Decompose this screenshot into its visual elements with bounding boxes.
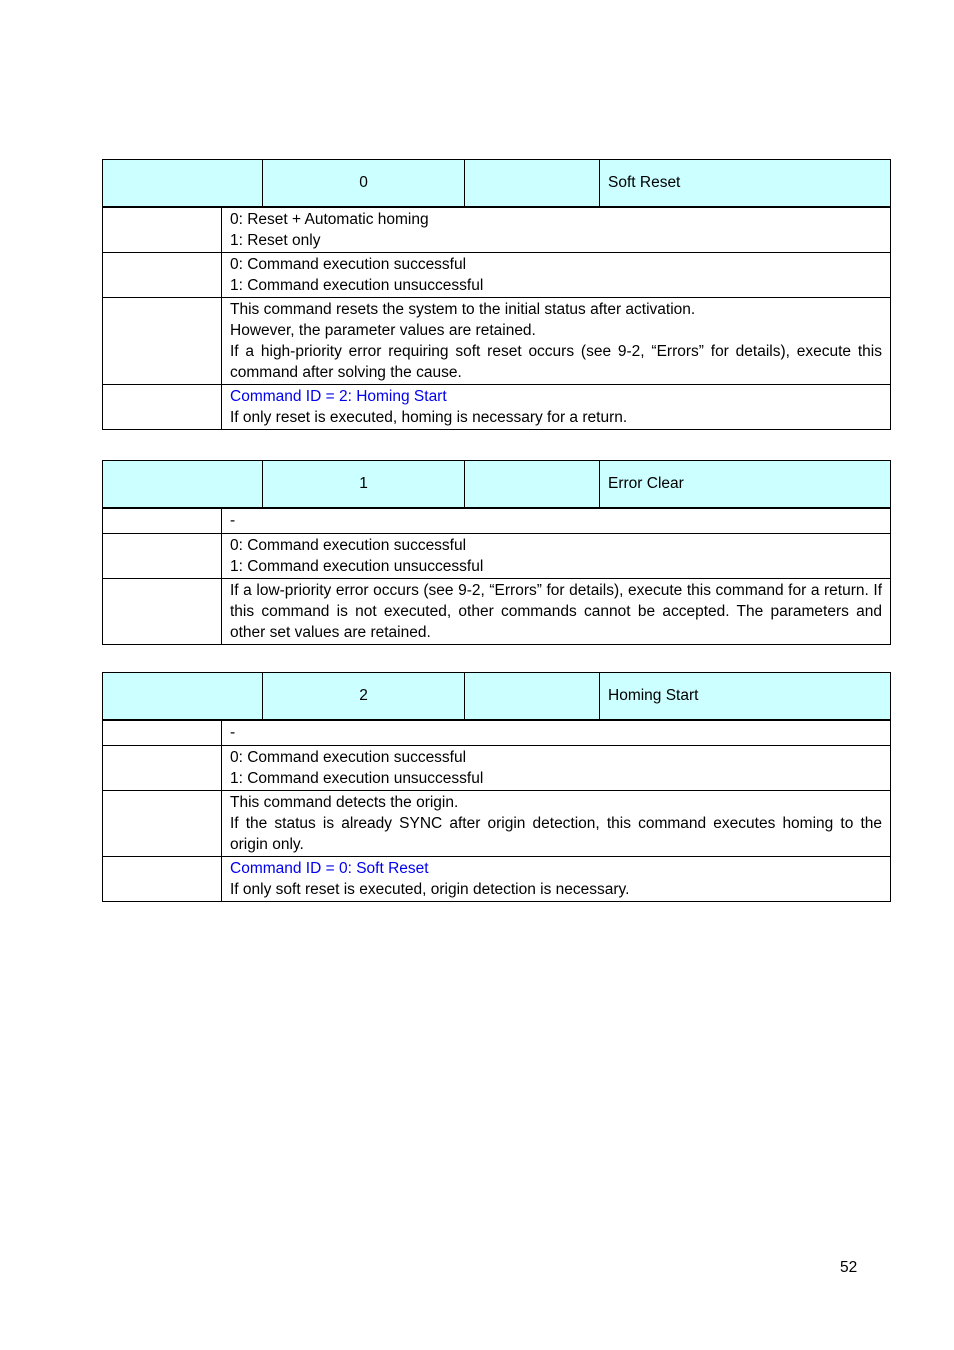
command-table-homing-start	[102, 672, 891, 902]
header-label-cell	[465, 461, 600, 507]
command-id: 2	[263, 673, 465, 719]
description-content: If a low-priority error occurs (see 9-2, “Errors” for details), execute this command for a return. If this command is not executed, other commands cannot be accepted. The parameters and other set values are retained.	[230, 582, 882, 641]
response-content: 0: Command execution successful 1: Command execution unsuccessful	[230, 256, 484, 294]
table-row	[103, 253, 890, 298]
header-label-cell	[465, 160, 600, 206]
table-row	[103, 579, 890, 644]
command-name: Homing Start	[608, 687, 699, 704]
description-content: This command detects the origin. If the status is already SYNC after origin detection, this command executes homing to the origin only.	[230, 794, 882, 853]
response-content: 0: Command execution successful 1: Command execution unsuccessful	[230, 537, 484, 575]
soft-reset-link[interactable]: Command ID = 0: Soft Reset	[230, 860, 429, 877]
command-id: 1	[263, 461, 465, 507]
related-content: Command ID = 2: Homing Start If only reset is executed, homing is necessary for a return.	[222, 385, 890, 429]
homing-start-link[interactable]: Command ID = 2: Homing Start	[230, 388, 447, 405]
command-table-soft-reset	[102, 159, 891, 430]
description-content: This command resets the system to the initial status after activation. However, the parameter values are retained. If a high-priority error requiring soft reset occurs (see 9-2, “Errors” for details), execute this command after solving the cause.	[230, 301, 882, 381]
command-table-error-clear	[102, 460, 891, 645]
page-number: 52	[840, 1259, 858, 1276]
table-row	[103, 721, 890, 746]
header-label-cell	[103, 461, 263, 507]
table-row	[103, 791, 890, 857]
parameter-content: 0: Reset + Automatic homing 1: Reset only	[230, 211, 429, 249]
table-row	[103, 746, 890, 791]
command-id: 0	[263, 160, 465, 206]
header-label-cell	[465, 673, 600, 719]
table-header	[103, 160, 890, 208]
header-label-cell	[103, 160, 263, 206]
table-row	[103, 298, 890, 385]
table-row	[103, 857, 890, 901]
command-name: Error Clear	[608, 475, 684, 492]
response-content: 0: Command execution successful 1: Command execution unsuccessful	[230, 749, 484, 787]
parameter-content: -	[230, 512, 236, 529]
command-name: Soft Reset	[608, 174, 681, 191]
table-row	[103, 208, 890, 253]
table-header	[103, 461, 890, 509]
header-label-cell	[103, 673, 263, 719]
parameter-content: -	[230, 724, 236, 741]
table-header	[103, 673, 890, 721]
related-content: Command ID = 0: Soft Reset If only soft reset is executed, origin detection is necessary.	[222, 857, 890, 901]
table-row	[103, 385, 890, 429]
table-row	[103, 534, 890, 579]
table-row	[103, 509, 890, 534]
